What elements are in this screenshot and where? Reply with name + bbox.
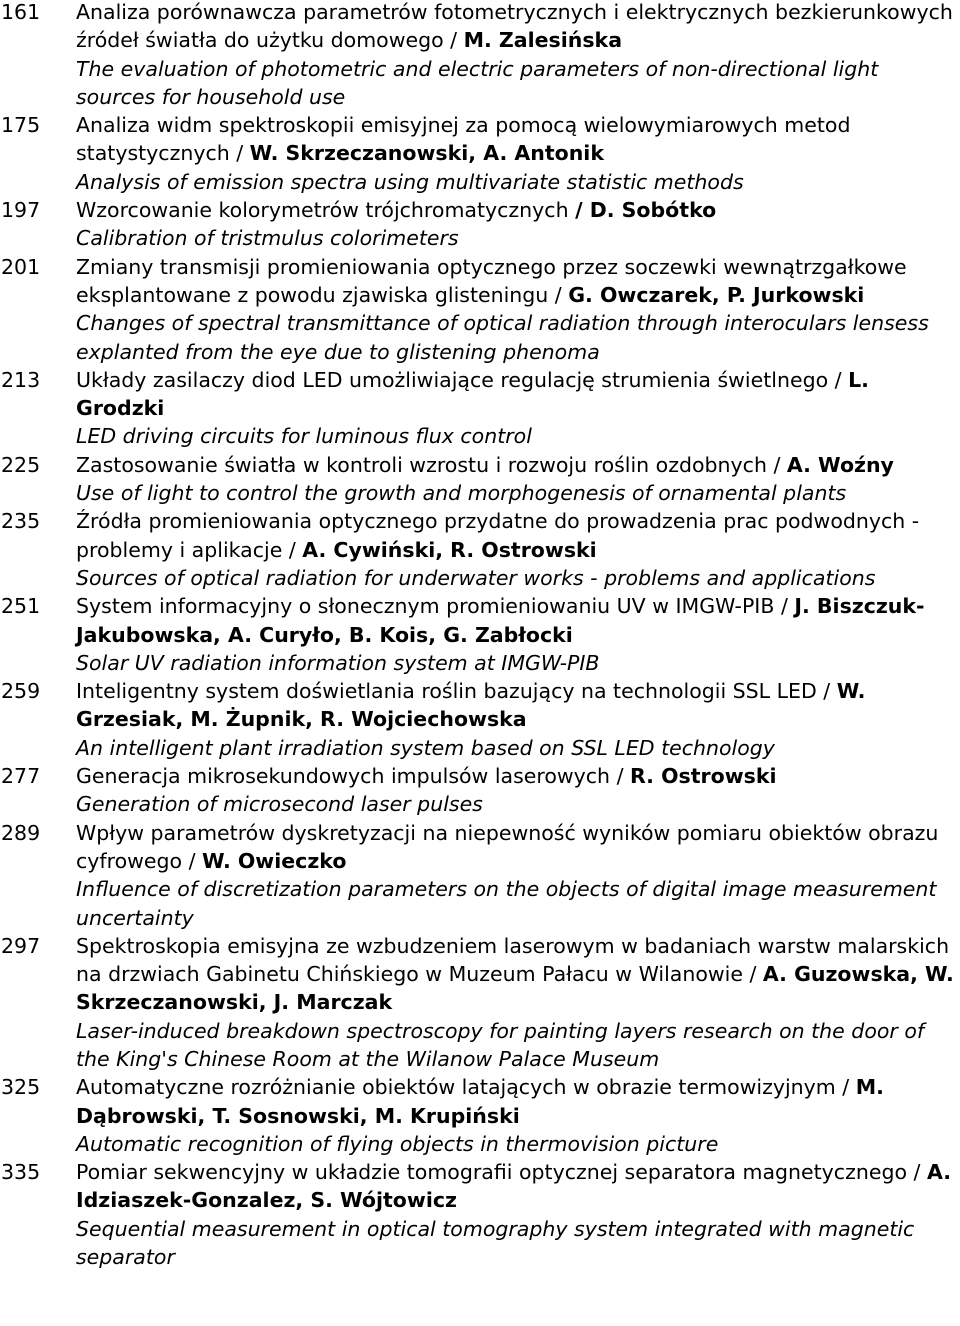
- entry-body: [76, 111, 960, 196]
- title-en: Influence of discretization parameters on the objects of digital image measurement uncertainty: [76, 877, 937, 930]
- page-number: 297: [1, 933, 41, 958]
- authors: W. Owieczko: [202, 848, 347, 873]
- title-en: Automatic recognition of flying objects in thermovision picture: [76, 1131, 719, 1156]
- entry-body: [76, 507, 960, 592]
- authors: W. Grzesiak, M. Żupnik, R. Wojciechowska: [76, 679, 866, 732]
- authors: / D. Sobótko: [575, 198, 717, 223]
- title-en: Generation of microsecond laser pulses: [76, 792, 483, 817]
- title-en: Sequential measurement in optical tomography system integrated with magnetic separator: [76, 1216, 915, 1270]
- authors: W. Skrzeczanowski, A. Antonik: [249, 141, 604, 166]
- entry-body: [76, 592, 960, 677]
- title-en: Changes of spectral transmittance of optical radiation through interoculars lensess explanted from the eye due to glistening phenoma: [76, 311, 929, 364]
- authors: A. Cywiński, R. Ostrowski: [302, 537, 597, 562]
- toc-entry[interactable]: [0, 366, 960, 451]
- title-en: Solar UV radiation information system at IMGW-PIB: [76, 650, 600, 675]
- authors: R. Ostrowski: [630, 764, 777, 789]
- authors: M. Zalesińska: [463, 28, 623, 53]
- title-en: Analysis of emission spectra using multivariate statistic methods: [76, 169, 744, 194]
- authors: A. Idziaszek-Gonzalez, S. Wójtowicz: [76, 1160, 951, 1213]
- title-en: Laser-induced breakdown spectroscopy for painting layers research on the door of the King's Chinese Room at the Wilanow Palace Museum: [76, 1018, 925, 1071]
- title-pl: Inteligentny system doświetlania roślin bazujący na technologii SSL LED /: [76, 679, 837, 704]
- title-en: Use of light to control the growth and morphogenesis of ornamental plants: [76, 481, 847, 506]
- toc-entry[interactable]: [0, 0, 960, 111]
- toc-entry[interactable]: [0, 819, 960, 932]
- toc-entry[interactable]: [0, 592, 960, 677]
- authors: M. Dąbrowski, T. Sosnowski, M. Krupiński: [76, 1075, 884, 1128]
- page-number: 335: [1, 1160, 41, 1185]
- title-en: Calibration of tristmulus colorimeters: [76, 226, 459, 251]
- toc-entry[interactable]: [0, 507, 960, 592]
- page-number: 175: [1, 113, 41, 138]
- toc-entry[interactable]: [0, 253, 960, 366]
- title-pl: Układy zasilaczy diod LED umożliwiające regulację strumienia świetlnego /: [76, 367, 849, 392]
- entry-body: [76, 762, 960, 819]
- title-pl: Analiza widm spektroskopii emisyjnej za pomocą wielowymiarowych metod statystycznych /: [76, 113, 851, 166]
- entry-body: [76, 932, 960, 1073]
- entry-body: [76, 196, 960, 253]
- title-en: Sources of optical radiation for underwater works - problems and applications: [76, 565, 876, 590]
- toc-entry[interactable]: [0, 932, 960, 1073]
- title-pl: Analiza porównawcza parametrów fotometrycznych i elektrycznych bezkierunkowych źródeł światła do użytku domowego /: [76, 0, 953, 53]
- title-en: An intelligent plant irradiation system based on SSL LED technology: [76, 735, 775, 760]
- authors: A. Woźny: [786, 452, 894, 477]
- title-pl: Wpływ parametrów dyskretyzacji na niepewność wyników pomiaru obiektów obrazu cyfrowego /: [76, 820, 939, 873]
- title-pl: Pomiar sekwencyjny w układzie tomografii optycznej separatora magnetycznego /: [76, 1160, 927, 1185]
- toc-entry[interactable]: [0, 111, 960, 196]
- title-pl: Źródła promieniowania optycznego przydatne do prowadzenia prac podwodnych - problemy i aplikacje /: [76, 509, 920, 562]
- title-pl: Wzorcowanie kolorymetrów trójchromatycznych: [76, 198, 576, 223]
- page-number: 201: [1, 254, 41, 279]
- toc-entry[interactable]: [0, 677, 960, 762]
- entry-body: [76, 1158, 960, 1271]
- page-number: 197: [1, 198, 41, 223]
- page-number: 235: [1, 509, 41, 534]
- title-pl: Spektroskopia emisyjna ze wzbudzeniem laserowym w badaniach warstw malarskich na drzwiach Gabinetu Chińskiego w Muzeum Pałacu w Wilanowie /: [76, 933, 950, 987]
- page-number: 277: [1, 764, 41, 789]
- page-number: 259: [1, 679, 41, 704]
- page-number: 161: [1, 0, 41, 24]
- entry-body: [76, 366, 960, 451]
- title-en: The evaluation of photometric and electric parameters of non-directional light sources for household use: [76, 56, 879, 109]
- toc-entry[interactable]: [0, 762, 960, 819]
- authors: G. Owczarek, P. Jurkowski: [568, 282, 865, 307]
- entry-body: [76, 0, 960, 111]
- title-pl: Automatyczne rozróżnianie obiektów latających w obrazie termowizyjnym /: [76, 1075, 856, 1100]
- entry-body: [76, 677, 960, 762]
- entry-body: [76, 819, 960, 932]
- entry-body: [76, 1073, 960, 1158]
- title-pl: Generacja mikrosekundowych impulsów laserowych /: [76, 764, 630, 789]
- authors: L. Grodzki: [76, 367, 869, 421]
- title-pl: System informacyjny o słonecznym promieniowaniu UV w IMGW-PIB /: [76, 594, 795, 619]
- toc-entry[interactable]: [0, 1158, 960, 1271]
- page-number: 251: [1, 594, 41, 619]
- authors: J. Biszczuk-Jakubowska, A. Curyło, B. Kois, G. Zabłocki: [76, 594, 925, 647]
- title-pl: Zmiany transmisji promieniowania optycznego przez soczewki wewnątrzgałkowe eksplantowane z powodu zjawiska glisteningu /: [76, 254, 907, 307]
- page-number: 289: [1, 820, 41, 845]
- toc-entry[interactable]: [0, 196, 960, 253]
- authors: A. Guzowska, W. Skrzeczanowski, J. Marczak: [76, 962, 954, 1015]
- entry-body: [76, 451, 960, 508]
- toc-entry[interactable]: [0, 1073, 960, 1158]
- entry-body: [76, 253, 960, 366]
- page-number: 213: [1, 367, 41, 392]
- toc-entry[interactable]: [0, 451, 960, 508]
- page-number: 325: [1, 1075, 41, 1100]
- title-en: LED driving circuits for luminous flux control: [76, 424, 532, 449]
- title-pl: Zastosowanie światła w kontroli wzrostu i rozwoju roślin ozdobnych /: [76, 452, 787, 477]
- page-number: 225: [1, 452, 41, 477]
